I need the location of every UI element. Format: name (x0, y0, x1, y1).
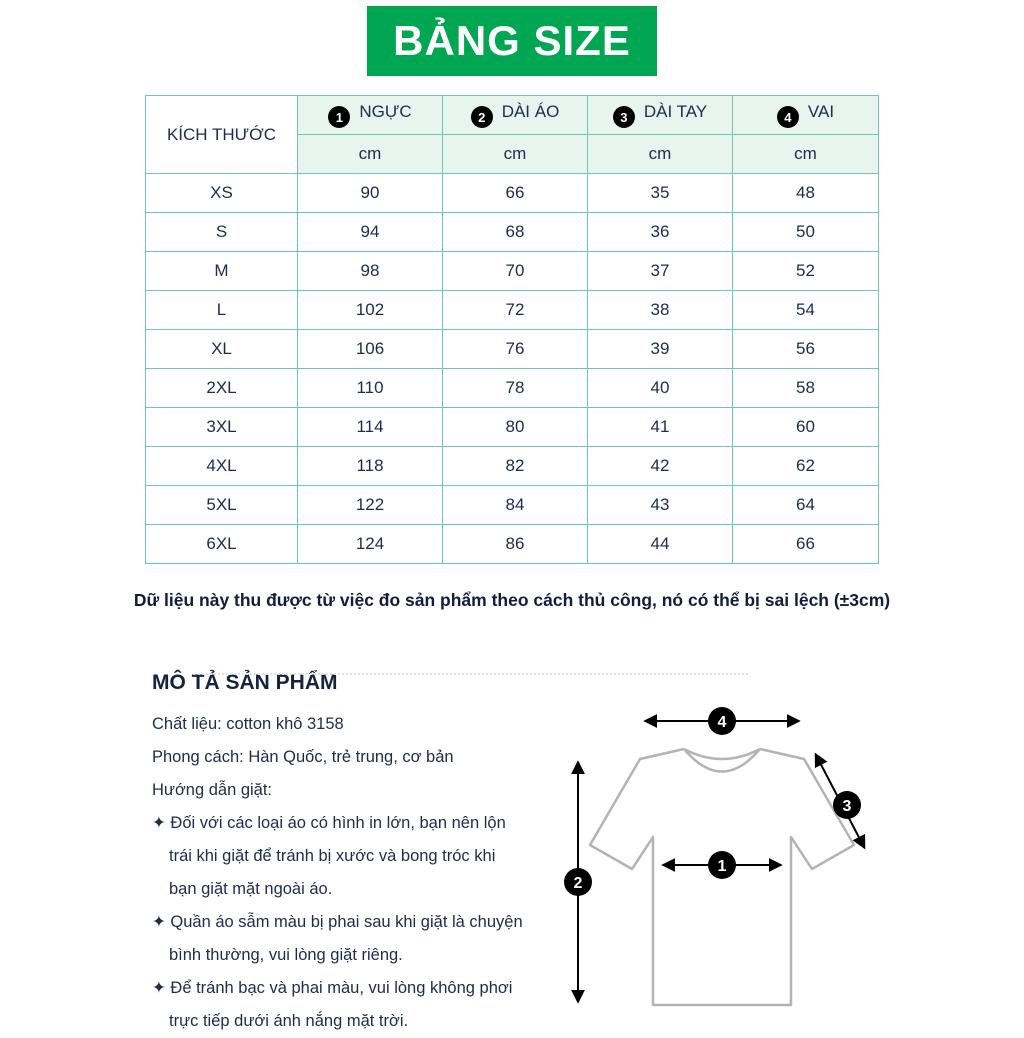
description-line: trái khi giặt để tránh bị xước và bong tróc khi (169, 847, 496, 865)
circle-number-4: 4 (777, 106, 799, 128)
table-row (146, 291, 879, 330)
value-cell: 64 (733, 486, 879, 525)
value-cell: 94 (298, 213, 443, 252)
value-cell: 60 (733, 408, 879, 447)
description-line-washing: Hướng dẫn giặt: (152, 781, 273, 799)
table-row (146, 252, 879, 291)
table-row (146, 174, 879, 213)
chest-arrow-badge (708, 851, 736, 879)
description-line: ✦ Để tránh bạc và phai màu, vui lòng không phơi (152, 979, 513, 997)
value-cell: 66 (443, 174, 588, 213)
value-cell: 66 (733, 525, 879, 564)
unit-cell: cm (298, 135, 443, 174)
sleeve-number: 3 (842, 798, 852, 815)
size-cell: L (146, 291, 298, 330)
value-cell: 122 (298, 486, 443, 525)
size-cell: XS (146, 174, 298, 213)
value-cell: 84 (443, 486, 588, 525)
size-cell: 2XL (146, 369, 298, 408)
page-title: BẢNG SIZE (393, 17, 631, 64)
value-cell: 62 (733, 447, 879, 486)
column-label-sleeve-length: DÀI TAY (643, 101, 708, 121)
column-header-shirt-length (443, 96, 588, 135)
size-table (145, 95, 879, 564)
value-cell: 35 (588, 174, 733, 213)
column-label-chest: NGỰC (359, 101, 412, 121)
value-cell: 110 (298, 369, 443, 408)
value-cell: 102 (298, 291, 443, 330)
table-row (146, 447, 879, 486)
length-number: 2 (573, 875, 583, 892)
value-cell: 114 (298, 408, 443, 447)
column-label-shirt-length: DÀI ÁO (501, 101, 560, 121)
description-heading: MÔ TẢ SẢN PHẨM (152, 671, 338, 694)
shoulder-number: 4 (717, 714, 727, 731)
value-cell: 44 (588, 525, 733, 564)
value-cell: 118 (298, 447, 443, 486)
value-cell: 70 (443, 252, 588, 291)
product-description-section (0, 671, 1024, 1038)
value-cell: 124 (298, 525, 443, 564)
value-cell: 90 (298, 174, 443, 213)
description-line: ✦ Đối với các loại áo có hình in lớn, bạn nên lộn (152, 814, 506, 832)
table-row (146, 330, 879, 369)
size-chart-banner (367, 6, 657, 76)
column-header-sleeve-length (588, 96, 733, 135)
description-text-column (152, 671, 560, 1038)
table-row (146, 369, 879, 408)
value-cell: 56 (733, 330, 879, 369)
value-cell: 50 (733, 213, 879, 252)
size-cell: 5XL (146, 486, 298, 525)
circle-number-2: 2 (471, 106, 493, 128)
size-cell: S (146, 213, 298, 252)
value-cell: 41 (588, 408, 733, 447)
value-cell: 106 (298, 330, 443, 369)
value-cell: 38 (588, 291, 733, 330)
table-row (146, 213, 879, 252)
description-line: bình thường, vui lòng giặt riêng. (169, 946, 403, 964)
value-cell: 39 (588, 330, 733, 369)
tshirt-measurement-diagram (562, 697, 922, 1038)
description-line: ✦ Quần áo sẫm màu bị phai sau khi giặt là chuyện (152, 913, 523, 931)
table-row (146, 525, 879, 564)
value-cell: 80 (443, 408, 588, 447)
column-label-shoulder: VAI (807, 101, 835, 121)
value-cell: 36 (588, 213, 733, 252)
size-cell: XL (146, 330, 298, 369)
table-row (146, 408, 879, 447)
value-cell: 86 (443, 525, 588, 564)
table-row (146, 486, 879, 525)
circle-number-1: 1 (328, 106, 350, 128)
description-line: bạn giặt mặt ngoài áo. (169, 880, 333, 898)
column-header-size: KÍCH THƯỚC (146, 96, 298, 174)
value-cell: 40 (588, 369, 733, 408)
size-cell: 6XL (146, 525, 298, 564)
sleeve-arrow-badge (833, 791, 861, 819)
value-cell: 78 (443, 369, 588, 408)
value-cell: 58 (733, 369, 879, 408)
value-cell: 54 (733, 291, 879, 330)
value-cell: 82 (443, 447, 588, 486)
value-cell: 52 (733, 252, 879, 291)
value-cell: 43 (588, 486, 733, 525)
measurement-disclaimer: Dữ liệu này thu được từ việc đo sản phẩm theo cách thủ công, nó có thể bị sai lệch (±3cm) (133, 590, 891, 610)
chest-number: 1 (717, 858, 727, 875)
size-cell: M (146, 252, 298, 291)
description-line-material: Chất liệu: cotton khô 3158 (152, 715, 344, 733)
faint-divider (193, 673, 748, 675)
length-arrow-badge (564, 868, 592, 896)
column-header-chest (298, 96, 443, 135)
size-cell: 3XL (146, 408, 298, 447)
shoulder-arrow-badge (708, 707, 736, 735)
table-header-row (146, 96, 879, 135)
size-cell: 4XL (146, 447, 298, 486)
unit-cell: cm (443, 135, 588, 174)
value-cell: 48 (733, 174, 879, 213)
description-line: trực tiếp dưới ánh nắng mặt trời. (169, 1012, 409, 1030)
value-cell: 37 (588, 252, 733, 291)
value-cell: 68 (443, 213, 588, 252)
tshirt-diagram-svg (562, 697, 922, 1027)
unit-cell: cm (733, 135, 879, 174)
value-cell: 72 (443, 291, 588, 330)
description-line-style: Phong cách: Hàn Quốc, trẻ trung, cơ bản (152, 748, 454, 766)
unit-cell: cm (588, 135, 733, 174)
value-cell: 76 (443, 330, 588, 369)
circle-number-3: 3 (613, 106, 635, 128)
column-header-shoulder (733, 96, 879, 135)
value-cell: 98 (298, 252, 443, 291)
value-cell: 42 (588, 447, 733, 486)
